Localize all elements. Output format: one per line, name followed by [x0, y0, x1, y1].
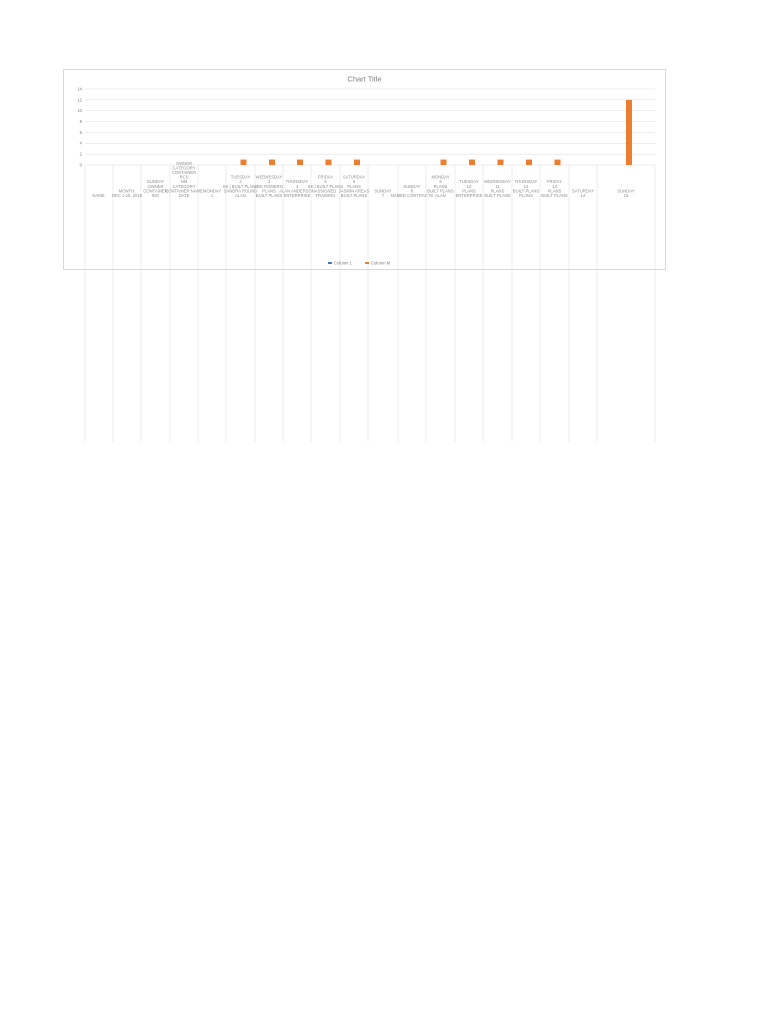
y-tick-label: 14: [77, 86, 82, 92]
bar-column-m: [626, 100, 632, 165]
bar-column-m: [555, 160, 561, 165]
bar-column-m: [241, 160, 247, 165]
x-category-label: ING: [151, 193, 160, 198]
x-category-label: PLANS: [519, 193, 533, 198]
x-category-label: OWNER: [175, 160, 193, 166]
bar-column-m: [498, 160, 504, 165]
x-category-label: DEC 1-15, 2019: [111, 193, 143, 198]
chart-title: Chart Title: [347, 74, 382, 84]
x-category-label: CONTAINER NAME: [165, 188, 203, 194]
x-category-label: 5: [324, 179, 327, 185]
x-category-label: THURSDAY: [285, 179, 309, 185]
x-category-label: JASMIN AREAS: [338, 188, 370, 194]
x-category-label: 1: [210, 193, 214, 198]
x-category-label: SATURDAY: [571, 188, 595, 194]
x-category-label: MONDAY: [431, 174, 450, 180]
x-category-label: THURSDAY: [514, 179, 538, 185]
x-category-label: PLANS: [547, 188, 562, 194]
bar-column-m: [354, 160, 360, 165]
bar-column-m: [297, 160, 303, 165]
x-category-label: PLANS: [262, 188, 276, 194]
x-category-label: LEE ROMERO: [255, 183, 283, 189]
legend-label: Column M: [371, 260, 391, 266]
x-category-label: BUILT PLANS: [512, 188, 540, 194]
x-category-label: SK | BUILT PLANS: [307, 183, 344, 189]
x-category-label: BUILT PLANS: [484, 193, 511, 198]
x-category-label: PLANS: [347, 183, 361, 189]
y-tick-label: 2: [79, 151, 82, 157]
x-axis-labels: [92, 161, 634, 198]
x-category-label: ALAN ANDERSON: [279, 188, 315, 194]
y-tick-label: 10: [77, 108, 82, 114]
x-category-label: BUILT PLANS: [427, 188, 454, 194]
x-category-label: BUILT PLANS: [340, 193, 368, 198]
x-category-label: FRIDAY: [317, 174, 334, 180]
x-category-label: 4: [295, 183, 299, 189]
legend-label: Column 1: [334, 260, 352, 266]
x-category-label: ENTERPRISE: [455, 193, 483, 198]
x-category-label: 13: [552, 183, 557, 189]
x-category-label: 12: [523, 183, 529, 189]
y-tick-label: 8: [79, 118, 82, 124]
x-category-label: ALAN: [435, 193, 446, 198]
x-category-label: MONTH:: [118, 188, 136, 194]
x-category-label: SUNDAY: [403, 183, 421, 189]
x-category-label: SANDRA ROUND: [223, 188, 258, 194]
x-category-label: SK | BUILT PLANS: [222, 183, 259, 189]
x-category-label: PLANS: [433, 183, 448, 189]
x-category-label: PLANS: [490, 188, 505, 194]
x-category-label: FRIDAY: [546, 179, 563, 185]
gridlines: [85, 89, 655, 165]
x-category-label: NAMED CONTRACTS: [390, 193, 434, 198]
x-category-label: CATEGORY: [172, 183, 196, 189]
x-category-label: NM: [180, 179, 188, 185]
x-category-label: CATEGORY: [172, 165, 196, 171]
y-tick-label: 0: [79, 162, 82, 168]
x-category-label: WEDNESDAY: [255, 174, 283, 180]
x-category-label: DATE: [178, 193, 190, 198]
x-category-label: SUNDAY: [617, 188, 635, 194]
bar-column-m: [326, 160, 332, 165]
y-tick-label: 12: [77, 97, 82, 103]
x-category-label: SUNDAY: [374, 188, 392, 194]
legend-swatch: [365, 262, 369, 264]
x-category-label: CONTAINER: [143, 188, 168, 194]
x-category-label: PLANS: [462, 188, 476, 194]
y-tick-label: 6: [79, 129, 82, 135]
bar-column-m: [526, 160, 532, 165]
x-category-label: ENTERPRISE: [283, 193, 311, 198]
x-category-label: 15: [623, 193, 629, 198]
x-category-label: TRAINING: [315, 193, 336, 198]
x-category-label: NAME:: [92, 193, 106, 198]
bar-column-m: [269, 160, 275, 165]
x-category-label: CONTAINER: [171, 170, 197, 175]
x-category-label: WEDNESDAY: [484, 179, 511, 185]
x-category-label: 6: [352, 179, 356, 185]
x-category-label: OWNER: [147, 183, 164, 189]
x-category-label: SUNDAY: [146, 179, 165, 185]
x-category-label: TUESDAY: [459, 179, 479, 185]
legend-swatch: [328, 262, 332, 264]
legend: [328, 261, 391, 266]
x-category-label: 9: [439, 179, 442, 185]
x-category-label: 14: [580, 193, 586, 198]
x-category-label: 3: [267, 179, 271, 185]
x-category-label: 10: [466, 183, 472, 189]
y-tick-label: 4: [79, 140, 82, 146]
x-category-label: ALAN: [235, 193, 246, 198]
x-category-label: TUESDAY: [230, 174, 251, 180]
x-category-label: 8: [410, 188, 414, 194]
x-category-label: BUILT PLANS: [255, 193, 283, 198]
bar-column-m: [441, 160, 447, 165]
x-category-label: RCS: [179, 174, 189, 180]
category-dividers: [85, 165, 655, 442]
x-category-label: SATURDAY: [342, 174, 366, 180]
x-category-label: MONDAY: [202, 188, 222, 194]
y-axis-ticks: [77, 86, 82, 167]
x-category-label: 7: [381, 193, 385, 198]
x-category-label: ASSIGNED: [314, 188, 337, 194]
x-category-label: 2: [239, 179, 242, 185]
x-category-label: BUILT PLANS: [541, 193, 568, 198]
x-category-label: 11: [495, 183, 500, 189]
bar-column-m: [469, 160, 475, 165]
